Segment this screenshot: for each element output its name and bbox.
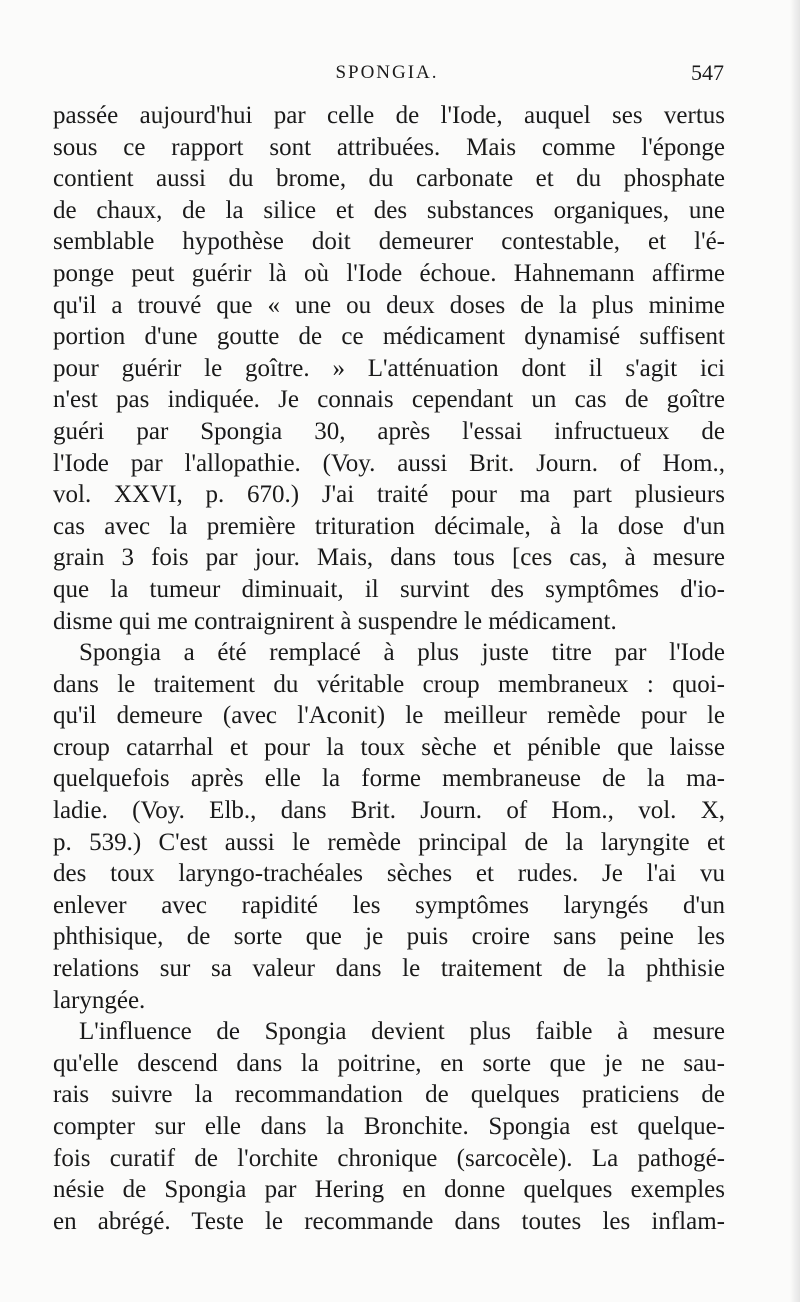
page-edge-shadow [790, 0, 800, 1302]
text-line: de chaux, de la silice et des substances organiques, une [53, 196, 725, 224]
text-line: compter sur elle dans la Bronchite. Spongia est quelque- [53, 1113, 725, 1140]
text-line: en abrégé. Teste le recommande dans toutes les inflam- [53, 1207, 725, 1235]
text-line: des toux laryngo-trachéales sèches et rudes. Je l'ai vu [53, 860, 725, 888]
text-line: grain 3 fois par jour. Mais, dans tous [ces cas, à mesure [53, 544, 725, 572]
text-line: l'Iode par l'allopathie. (Voy. aussi Brit. Journ. of Hom., [53, 449, 725, 477]
text-line: passée aujourd'hui par celle de l'Iode, auquel ses vertus [53, 102, 725, 129]
text-line: quelquefois après elle la forme membraneuse de la ma- [53, 765, 725, 793]
text-line: contient aussi du brome, du carbonate et du phosphate [53, 165, 725, 193]
running-title: SPONGIA. [335, 62, 439, 83]
text-line: sous ce rapport sont attribuées. Mais comme l'éponge [53, 133, 725, 161]
text-line: croup catarrhal et pour la toux sèche et pénible que laisse [53, 733, 725, 761]
text-line: rais suivre la recommandation de quelques praticiens de [53, 1081, 725, 1109]
text-line: semblable hypothèse doit demeurer contestable, et l'é- [53, 228, 725, 256]
text-line: p. 539.) C'est aussi le remède principal de la laryngite et [53, 828, 725, 856]
text-line: vol. XXVI, p. 670.) J'ai traité pour ma part plusieurs [53, 481, 725, 509]
text-line: laryngée. [53, 986, 146, 1014]
text-line: enlever avec rapidité les symptômes laryngés d'un [53, 891, 725, 919]
text-line: que la tumeur diminuait, il survint des symptômes d'io- [53, 575, 725, 603]
page-header [50, 58, 724, 92]
text-line: nésie de Spongia par Hering en donne quelques exemples [53, 1176, 725, 1204]
body-text [53, 100, 725, 1237]
text-line: L'influence de Spongia devient plus faible à mesure [79, 1018, 725, 1046]
page-number: 547 [691, 60, 724, 85]
text-line: pour guérir le goître. » L'atténuation dont il s'agit ici [53, 354, 725, 382]
text-line: disme qui me contraignirent à suspendre le médicament. [53, 607, 617, 635]
text-line: guéri par Spongia 30, après l'essai infructueux de [53, 417, 725, 445]
text-line: cas avec la première trituration décimale, à la dose d'un [53, 512, 725, 540]
text-line: qu'elle descend dans la poitrine, en sorte que je ne sau- [53, 1049, 725, 1077]
text-line: qu'il demeure (avec l'Aconit) le meilleur remède pour le [53, 702, 725, 730]
text-line: phthisique, de sorte que je puis croire sans peine les [53, 923, 725, 951]
text-line: Spongia a été remplacé à plus juste titre par l'Iode [79, 639, 725, 667]
text-line: qu'il a trouvé que « une ou deux doses de la plus minime [53, 291, 725, 319]
text-line: ponge peut guérir là où l'Iode échoue. Hahnemann affirme [53, 259, 725, 287]
text-line: dans le traitement du véritable croup membraneux : quoi- [53, 670, 725, 698]
text-line: relations sur sa valeur dans le traitement de la phthisie [53, 955, 725, 983]
text-line: portion d'une goutte de ce médicament dynamisé suffisent [53, 323, 725, 351]
text-line: n'est pas indiquée. Je connais cependant un cas de goître [53, 386, 725, 414]
text-line: fois curatif de l'orchite chronique (sarcocèle). La pathogé- [53, 1144, 725, 1172]
text-line: ladie. (Voy. Elb., dans Brit. Journ. of Hom., vol. X, [53, 797, 725, 825]
